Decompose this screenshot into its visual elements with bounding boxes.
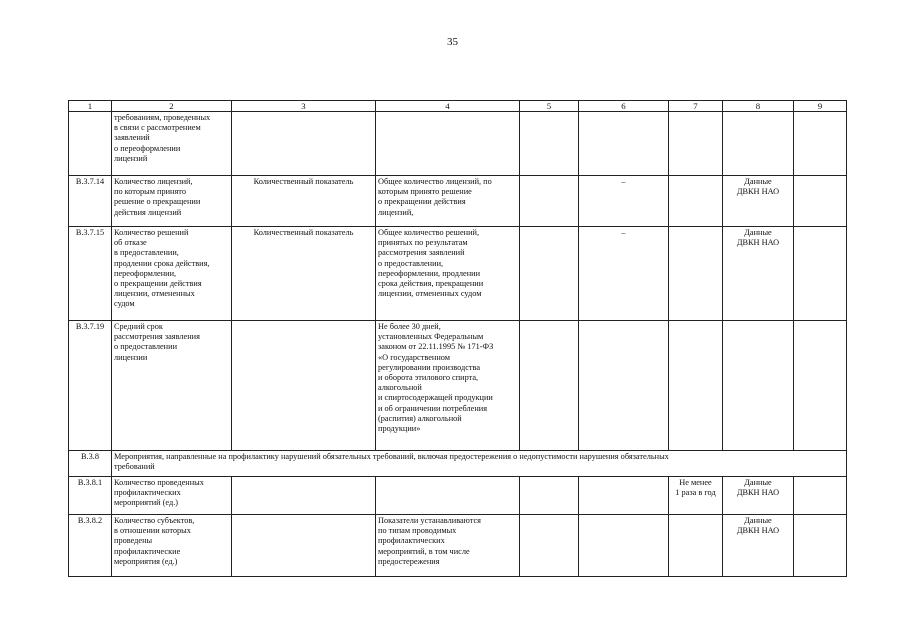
row-name: требованиям, проведенных в связи с рассмотрением заявлений о переоформлении лицензий — [112, 112, 232, 176]
row-col5 — [520, 112, 579, 176]
column-header: 9 — [794, 101, 847, 112]
row-description: Показатели устанавливаются по типам проводимых профилактических мероприятий, в том числе предостережения — [376, 515, 520, 577]
section-row — [69, 451, 847, 477]
row-indicator-type: Количественный показатель — [232, 227, 376, 321]
row-col6 — [579, 477, 669, 515]
section-title: Мероприятия, направленные на профилактику нарушений обязательных требований, включая предостережения о недопустимости нарушения обязательных требований — [112, 451, 847, 477]
row-col6: – — [579, 176, 669, 227]
column-header: 2 — [112, 101, 232, 112]
row-name: Количество решений об отказе в предоставлении, продлении срока действия, переоформлении, о прекращении действия лицензии, отмененных судом — [112, 227, 232, 321]
table-header-row — [69, 101, 847, 112]
row-col9 — [794, 515, 847, 577]
row-description — [376, 112, 520, 176]
row-code: В.3.8.1 — [69, 477, 112, 515]
column-header: 8 — [723, 101, 794, 112]
row-col5 — [520, 477, 579, 515]
row-name: Количество субъектов, в отношении которых проведены профилактические мероприятия (ед.) — [112, 515, 232, 577]
row-description — [376, 477, 520, 515]
row-description: Общее количество лицензий, по которым принято решение о прекращении действия лицензий, — [376, 176, 520, 227]
row-col7 — [669, 112, 723, 176]
row-code — [69, 112, 112, 176]
row-col7 — [669, 321, 723, 451]
row-indicator-type: Количественный показатель — [232, 176, 376, 227]
row-col7 — [669, 515, 723, 577]
column-header: 5 — [520, 101, 579, 112]
row-description: Общее количество решений, принятых по результатам рассмотрения заявлений о предоставлении, переоформлении, продлении срока действия, прекращении лицензии, отмененных судом — [376, 227, 520, 321]
row-source: Данные ДВКН НАО — [723, 176, 794, 227]
row-source: Данные ДВКН НАО — [723, 515, 794, 577]
table-row — [69, 321, 847, 451]
column-header: 1 — [69, 101, 112, 112]
indicators-table — [68, 100, 847, 577]
row-code: В.3.7.15 — [69, 227, 112, 321]
row-source: Данные ДВКН НАО — [723, 227, 794, 321]
row-code: В.3.7.14 — [69, 176, 112, 227]
row-col5 — [520, 176, 579, 227]
table-row — [69, 515, 847, 577]
row-col9 — [794, 176, 847, 227]
row-code: В.3.8 — [69, 451, 112, 477]
table-row — [69, 112, 847, 176]
row-code: В.3.8.2 — [69, 515, 112, 577]
row-source — [723, 321, 794, 451]
row-indicator-type — [232, 477, 376, 515]
row-col6 — [579, 321, 669, 451]
column-header: 6 — [579, 101, 669, 112]
row-description: Не более 30 дней, установленных Федеральным законом от 22.11.1995 № 171-ФЗ «О государственном регулировании производства и оборота этилового спирта, алкогольной и спиртосодержащей продукции и об ограничении потребления (распития) алкогольной продукции» — [376, 321, 520, 451]
column-header: 7 — [669, 101, 723, 112]
row-col9 — [794, 321, 847, 451]
row-indicator-type — [232, 321, 376, 451]
column-header: 3 — [232, 101, 376, 112]
page-number: 35 — [447, 36, 458, 48]
row-col5 — [520, 515, 579, 577]
row-col5 — [520, 227, 579, 321]
column-header: 4 — [376, 101, 520, 112]
row-code: В.3.7.19 — [69, 321, 112, 451]
row-name: Количество проведенных профилактических мероприятий (ед.) — [112, 477, 232, 515]
row-col9 — [794, 112, 847, 176]
row-name: Количество лицензий, по которым принято решение о прекращении действия лицензий — [112, 176, 232, 227]
row-col9 — [794, 477, 847, 515]
row-col9 — [794, 227, 847, 321]
row-col7 — [669, 176, 723, 227]
row-indicator-type — [232, 515, 376, 577]
row-col6: – — [579, 227, 669, 321]
row-col6 — [579, 112, 669, 176]
row-col7 — [669, 227, 723, 321]
table-row — [69, 477, 847, 515]
row-col7: Не менее 1 раза в год — [669, 477, 723, 515]
table-row — [69, 227, 847, 321]
row-col5 — [520, 321, 579, 451]
row-col6 — [579, 515, 669, 577]
row-source — [723, 112, 794, 176]
row-name: Средний срок рассмотрения заявления о предоставлении лицензии — [112, 321, 232, 451]
row-indicator-type — [232, 112, 376, 176]
row-source: Данные ДВКН НАО — [723, 477, 794, 515]
table-row — [69, 176, 847, 227]
